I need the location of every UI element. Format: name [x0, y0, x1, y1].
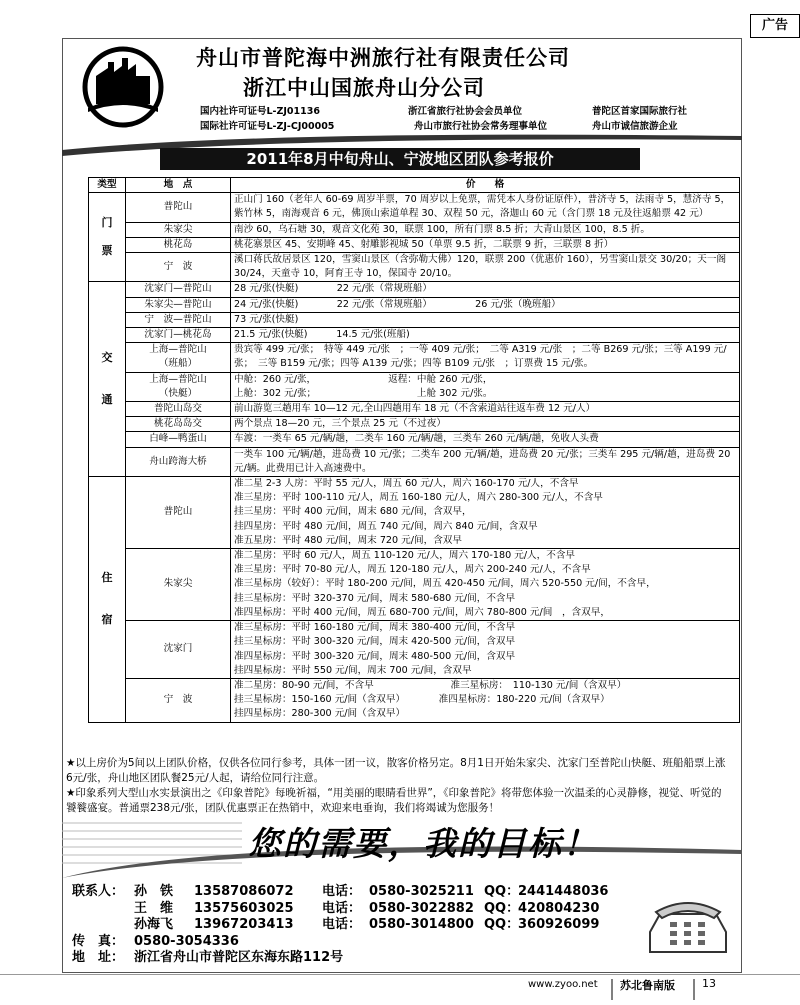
place-cell: 朱家尖 [126, 222, 231, 237]
category-cell: 住 宿 [89, 477, 126, 722]
table-row [89, 282, 740, 297]
place-cell: 普陀山 [126, 193, 231, 222]
place-cell: 舟山跨海大桥 [126, 447, 231, 476]
table-row [89, 193, 740, 222]
contact-qq[interactable]: 360926099 [518, 917, 600, 932]
place-cell: 白峰—鸭蛋山 [126, 432, 231, 447]
price-cell: 正山门 160（老年人 60-69 周岁半票，70 周岁以上免票，需凭本人身份证原件），普济寺 5，法雨寺 5，慧济寺 5，紫竹林 5，南海观音 6 元，佛顶山索道单程 30、双程 50 元，洛迦山 60 元（含门票 18 元及往返船票 42 元） [231, 193, 740, 222]
slogan: 您的需要，我的目标！ [248, 824, 598, 863]
contact-qq[interactable]: 2441448036 [518, 884, 609, 899]
table-row [89, 253, 740, 282]
price-cell: 准三星标房：平时 160-180 元/间，周末 380-400 元/间，不含早 挂三星标房：平时 300-320 元/间，周末 420-500 元/间，含双早 准四星标房：平时 300-320 元/间，周末 480-500 元/间，含双早 挂四星标房：平时 550 元/间，周末 700 元/间，含双早 [231, 621, 740, 679]
table-row [89, 402, 740, 417]
table-row [89, 328, 740, 343]
company-logo-icon [78, 46, 168, 128]
place-cell: 普陀山岛交 [126, 402, 231, 417]
company-name-2: 浙江中山国旅舟山分公司 [243, 76, 485, 100]
category-cell: 交 通 [89, 282, 126, 477]
page-number: 13 [702, 977, 716, 990]
contact-qq-label: QQ： [484, 884, 520, 899]
contact-name: 孙 铁 [134, 884, 174, 899]
contact-name: 王 维 [134, 900, 174, 916]
place-cell: 朱家尖 [126, 549, 231, 621]
notes [66, 756, 731, 816]
license-assoc-member: 浙江省旅行社协会会员单位 [408, 106, 523, 117]
place-cell: 桃花岛岛交 [126, 417, 231, 432]
place-cell: 桃花岛 [126, 237, 231, 252]
contact-qq-label: QQ： [484, 917, 520, 932]
place-cell: 沈家门 [126, 621, 231, 679]
price-cell: 前山游览三趟用车 10—12 元,全山四趟用车 18 元（不含索道站往返车费 12 元/人） [231, 402, 740, 417]
header-price: 价 格 [231, 178, 740, 193]
table-row [89, 372, 740, 401]
price-cell: 桃花寨景区 45、安期峰 45、射雕影视城 50（单票 9.5 折，二联票 9 折，三联票 8 折） [231, 237, 740, 252]
note-2: ★印象系列大型山水实景演出之《印象普陀》每晚祈福，“用美丽的眼睛看世界”，《印象普陀》将带您体验一次温柔的心灵静修，视觉、听觉的饕餮盛宴。普通票238元/张，团队优惠票正在热销中，欢迎来电垂询，我们将竭诚为您服务！ [66, 787, 722, 814]
price-cell: 南沙 60，乌石塘 30，观音文化苑 30，联票 100，所有门票 8.5 折；大青山景区 100，8.5 折。 [231, 222, 740, 237]
table-row [89, 549, 740, 621]
place-cell: 上海—普陀山 （班船） [126, 343, 231, 372]
license-international: 国际社许可证号L-ZJ-CJ00005 [200, 121, 335, 132]
telephone-icon [640, 892, 736, 958]
place-cell: 宁 波 [126, 253, 231, 282]
table-body [89, 193, 740, 722]
license-assoc-director: 舟山市旅行社协会常务理事单位 [414, 121, 548, 132]
price-cell: 车渡：一类车 65 元/辆/趟，二类车 160 元/辆/趟，三类车 260 元/辆/趟，免收人头费 [231, 432, 740, 447]
note-1: ★以上房价为5间以上团队价格，仅供各位同行参考，具体一团一议，散客价格另定。8月1日开始朱家尖、沈家门至普陀山快艇、班船船票上涨6元/张，舟山地区团队餐25元/人起，请给位同行注意。 [66, 757, 726, 784]
table-row [89, 297, 740, 312]
price-table [88, 177, 740, 723]
contact-tel[interactable]: 0580-3022882 [369, 900, 474, 916]
price-cell: 准二星 2-3 人房：平时 55 元/人，周五 60 元/人，周六 160-170 元/人，不含早 准三星房：平时 100-110 元/人，周五 160-180 元/人，周六 280-300 元/人，不含早 挂三星房：平时 400 元/间，周末 680 元/间，含双早， 挂四星房：平时 480 元/间，周五 740 元/间，周六 840 元/间，含双早 准五星房：平时 480 元/间，周末 720 元/间，含双早 [231, 477, 740, 549]
license-domestic: 国内社许可证号L-ZJ01136 [200, 106, 320, 117]
contact-tel-label: 电话： [322, 884, 362, 899]
contact-tel-label: 电话： [322, 917, 362, 932]
contact-label: 联系人： [72, 884, 125, 899]
contact-qq-label: QQ： [484, 900, 520, 916]
price-cell: 21.5 元/张(快艇) 14.5 元/张(班船) [231, 328, 740, 343]
contact-mobile[interactable]: 13967203413 [194, 917, 294, 932]
company-name-1: 舟山市普陀海中洲旅行社有限责任公司 [196, 46, 570, 70]
category-cell: 门 票 [89, 193, 126, 282]
price-cell: 一类车 100 元/辆/趟，进岛费 10 元/张；二类车 200 元/辆/趟，进岛费 20 元/张；三类车 295 元/辆/趟，进岛费 20 元/辆。此费用已计入高速费中。 [231, 447, 740, 476]
table-row [89, 417, 740, 432]
page-title: 2011年8月中旬舟山、宁波地区团队参考报价 [160, 148, 640, 170]
price-cell: 24 元/张(快艇) 22 元/张（常规班船） 26 元/张（晚班船） [231, 297, 740, 312]
table-row [89, 222, 740, 237]
price-cell: 贵宾等 499 元/张； 特等 449 元/张 ；一等 409 元/张； 二等 A319 元/张 ；二等 B269 元/张；三等 A199 元/张； 三等 B159 元/张；四等 A139 元/张；四等 B109 元/张 ；订票费 15 元/张。 [231, 343, 740, 372]
table-row [89, 343, 740, 372]
ad-tag: 广告 [750, 14, 800, 38]
price-cell: 28 元/张(快艇) 22 元/张（常规班船） [231, 282, 740, 297]
price-cell: 溪口蒋氏故居景区 120，雪窦山景区（含弥勒大佛）120，联票 200（优惠价 160），另雪窦山景交 30/20；天一阁 30/24，天童寺 10，阿育王寺 10，保国寺 20/10。 [231, 253, 740, 282]
contact-mobile[interactable]: 13575603025 [194, 900, 294, 916]
place-cell: 上海—普陀山 （快艇） [126, 372, 231, 401]
table-row [89, 447, 740, 476]
fax-label: 传 真： [72, 933, 125, 949]
table-row [89, 477, 740, 549]
price-cell: 两个景点 18—20 元，三个景点 25 元（不过夜） [231, 417, 740, 432]
table-header-row [89, 178, 740, 193]
table-row [89, 621, 740, 679]
table-row [89, 432, 740, 447]
price-cell: 准二星房：80-90 元/间，不含早 准三星标房： 110-130 元/间（含双早） 挂三星标房：150-160 元/间（含双早） 准四星标房：180-220 元/间（含双早） 挂四星标房：280-300 元/间（含双早） [231, 678, 740, 722]
table-row [89, 312, 740, 327]
place-cell: 宁 波 [126, 678, 231, 722]
table-row [89, 678, 740, 722]
contact-tel-label: 电话： [322, 900, 362, 916]
contact-name: 孙海飞 [134, 917, 174, 932]
address-text: 浙江省舟山市普陀区东海东路112号 [134, 950, 344, 965]
address-label: 地 址： [72, 950, 125, 965]
price-cell: 中舱：260 元/张， 返程：中舱 260 元/张， 上舱：302 元/张； 上舱 302 元/张。 [231, 372, 740, 401]
place-cell: 沈家门—桃花岛 [126, 328, 231, 343]
contact-qq[interactable]: 420804230 [518, 900, 600, 916]
price-cell: 准二星房：平时 60 元/人，周五 110-120 元/人，周六 170-180 元/人，不含早 准三星房：平时 70-80 元/人，周五 120-180 元/人，周六 200-240 元/人，不含早 准三星标房（较好）：平时 180-200 元/间，周五 420-450 元/间，周六 520-550 元/间，不含早， 挂三星标房：平时 320-370 元/间，周末 580-680 元/间，不含早 准四星标房：平时 400 元/间，周五 680-700 元/间，周六 780-800 元/间 ，含双早， [231, 549, 740, 621]
license-integrity: 舟山市诚信旅游企业 [592, 121, 678, 132]
license-first-intl: 普陀区首家国际旅行社 [592, 106, 688, 117]
contact-mobile[interactable]: 13587086072 [194, 884, 294, 899]
fax-number[interactable]: 0580-3054336 [134, 933, 239, 949]
contact-tel[interactable]: 0580-3025211 [369, 884, 474, 899]
place-cell: 沈家门—普陀山 [126, 282, 231, 297]
place-cell: 普陀山 [126, 477, 231, 549]
footer-edition: 苏北鲁南版 [620, 979, 675, 992]
table-row [89, 237, 740, 252]
price-cell: 73 元/张(快艇) [231, 312, 740, 327]
header-type: 类型 [89, 178, 126, 193]
footer-bar [0, 974, 800, 1005]
place-cell: 朱家尖—普陀山 [126, 297, 231, 312]
contact-tel[interactable]: 0580-3014800 [369, 917, 474, 932]
header-place: 地 点 [126, 178, 231, 193]
footer-website[interactable]: www.zyoo.net [528, 979, 598, 990]
place-cell: 宁 波—普陀山 [126, 312, 231, 327]
